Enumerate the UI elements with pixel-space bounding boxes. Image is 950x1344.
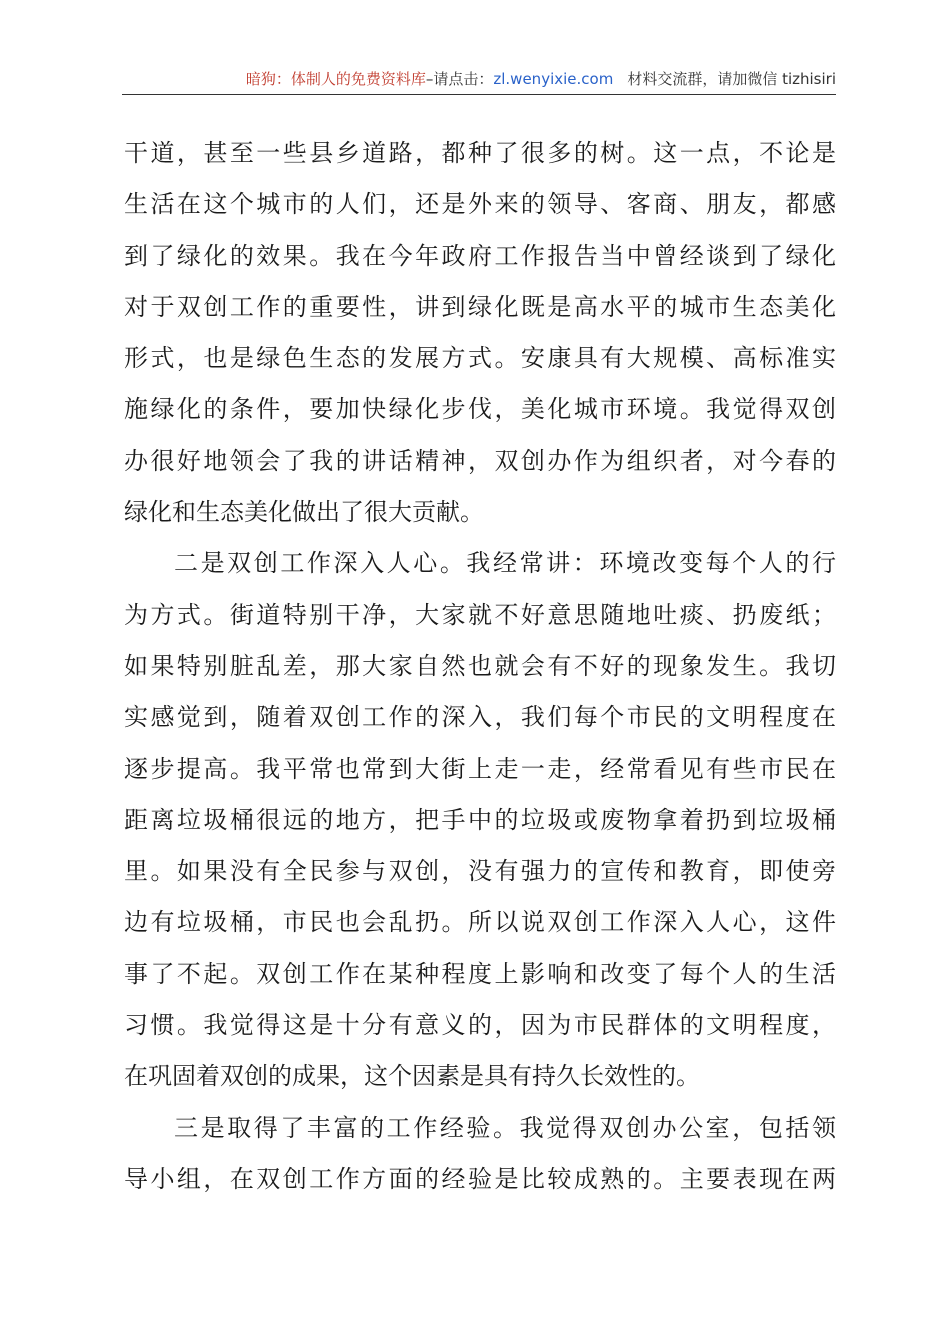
text-line: 对于双创工作的重要性，讲到绿化既是高水平的城市生态美化 [124,292,836,321]
text-line: 办很好地领会了我的讲话精神，双创办作为组织者，对今春的 [124,446,836,475]
text-line: 边有垃圾桶，市民也会乱扔。所以说双创工作深入人心，这件 [124,908,836,937]
text-line: 施绿化的条件，要加快绿化步伐，美化城市环境。我觉得双创 [124,395,836,424]
text-line: 干道，甚至一些县乡道路，都种了很多的树。这一点，不论是 [124,139,836,167]
text-line: 逐步提高。我平常也常到大街上走一走，经常看见有些市民在 [124,754,836,783]
text-line: 距离垃圾桶很远的地方，把手中的垃圾或废物拿着扔到垃圾桶 [124,805,836,834]
text-line: 形式，也是绿色生态的发展方式。安康具有大规模、高标准实 [124,344,836,373]
text-line: 为方式。街道特别干净，大家就不好意思随地吐痰、扔废纸； [124,600,836,629]
page-header [122,68,836,95]
text-line: 如果特别脏乱差，那大家自然也就会有不好的现象发生。我切 [124,651,836,680]
text-line: 到了绿化的效果。我在今年政府工作报告当中曾经谈到了绿化 [124,241,836,270]
text-line: 实感觉到，随着双创工作的深入，我们每个市民的文明程度在 [124,703,836,732]
header-brand: 暗狗：体制人的免费资料库 [245,70,426,88]
text-line: 里。如果没有全民参与双创，没有强力的宣传和教育，即使旁 [124,857,836,886]
text-line: 在巩固着双创的成果，这个因素是具有持久长效性的。 [124,1062,700,1091]
text-line: 习惯。我觉得这是十分有意义的，因为市民群体的文明程度， [124,1011,836,1040]
paragraph-first-line: 三是取得了丰富的工作经验。我觉得双创办公室，包括领 [174,1113,836,1142]
text-line: 生活在这个城市的人们，还是外来的领导、客商、朋友，都感 [124,190,836,219]
document-body [124,128,836,1205]
paragraph-first-line: 二是双创工作深入人心。我经常讲：环境改变每个人的行 [174,549,836,578]
text-line: 导小组，在双创工作方面的经验是比较成熟的。主要表现在两 [124,1164,836,1193]
header-contact: 材料交流群，请加微信 tizhisiri [627,70,836,88]
text-line: 事了不起。双创工作在某种程度上影响和改变了每个人的生活 [124,959,836,988]
header-prompt: –请点击： [425,70,494,88]
header-link[interactable]: zl.wenyixie.com [493,70,614,88]
text-line: 绿化和生态美化做出了很大贡献。 [124,498,484,527]
